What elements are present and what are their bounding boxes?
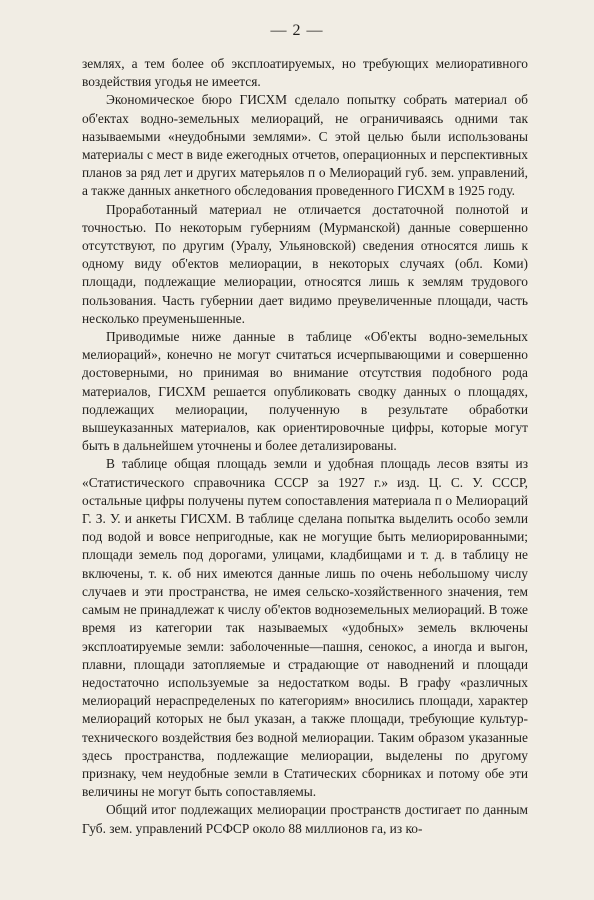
paragraph-5: В таблице общая площадь земли и удобная площадь лесов взяты из «Статистического справочника СССР за 1927 г.» изд. Ц. С. У. СССР, остальные цифры получены путем сопоставления материала п о Мелиораций Г. З. У. и анкеты ГИСХМ. В таблице сделана попытка выделить особо земли под водой и вовсе непригодные, как не могущие быть мелиорированными; площади земель под дорогами, улицами, кладбищами и т. д. в таблицу не включены, т. к. об них имеются данные лишь по очень небольшому числу случаев и эти пространства, не имея сельско-хозяйственного значения, тем самым не принадлежат к числу об'ектов водноземельных мелиораций. В тоже время из категории так называемых «удобных» земель включены эксплоатируемые земли: заболоченные—пашня, сенокос, а иногда и выгон, плавни, площади затопляемые и страдающие от наводнений и площади недостаточно используемые за недостатком воды. В графу «различных мелиораций нераспределеных по категориям» вносились площади, характер мелиораций которых не был указан, а также площади, требующие культур-технического воздействия без водной мелиорации. Таким образом указанные здесь пространства, подлежащие мелиорации, выделены по другому признаку, чем неудобные земли в Статических сборниках и потому обе эти величины не могут быть сопоставляемы. — [82, 456, 528, 800]
body-text — [82, 55, 528, 838]
paragraph-1: землях, а тем более об эксплоатируемых, но требующих мелиоративного воздействия угодья не имеется. — [82, 56, 528, 90]
page-number: — 2 — — [270, 22, 324, 39]
paragraph-2: Экономическое бюро ГИСХМ сделало попытку собрать материал об об'ектах водно-земельных мелиораций, не ограничиваясь одними так называемыми «неудобными землями». С этой целью были использованы материалы с мест в виде ежегодных отчетов, операционных и перспективных планов за ряд лет и других матерьялов п о Мелиораций губ. зем. управлений, а также данных анкетного обследования проведенного ГИСХМ в 1925 году. — [82, 92, 528, 199]
paragraph-6: Общий итог подлежащих мелиорации пространств достигает по данным Губ. зем. управлений РСФСР около 88 миллионов га, из ко- — [82, 802, 528, 836]
paragraph-3: Проработанный материал не отличается достаточной полнотой и точностью. По некоторым губерниям (Мурманской) данные совершенно отсутствуют, по другим (Уралу, Ульяновской) сведения относятся лишь к одному виду об'ектов мелиорации, в некоторых случаях (обл. Коми) площади, подлежащие мелиорации, относятся лишь к землям трудового пользования. Часть губернии дает видимо преувеличенные площади, часть несколько преуменьшенные. — [82, 201, 528, 326]
paragraph-4: Приводимые ниже данные в таблице «Об'екты водно-земельных мелиораций», конечно не могут считаться исчерпывающими и совершенно достоверными, но принимая во внимание отсутствия подобного рода материалов, ГИСХМ решается опубликовать сводку данных о площадях, подлежащих мелиорации, полученную в результате обработки вышеуказанных материалов, как ориентировочные цифры, которые могут быть в дальнейшем уточнены и более детализированы. — [82, 329, 528, 454]
